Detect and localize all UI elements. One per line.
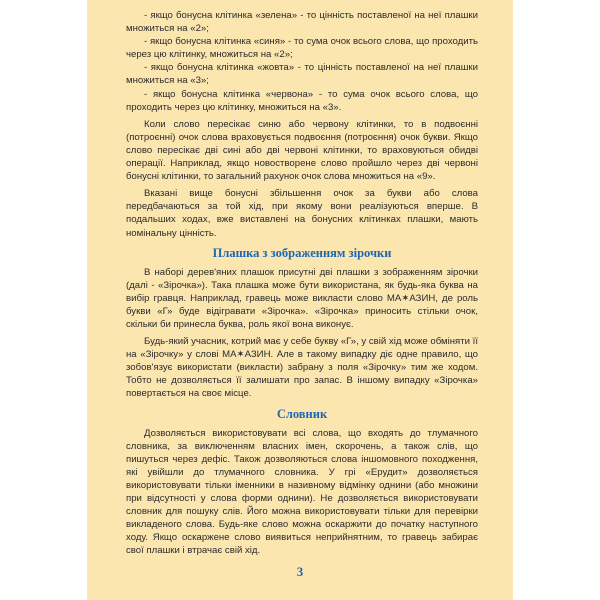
- section-heading-star: Плашка з зображенням зірочки: [212, 245, 392, 260]
- paragraph-bonus-once: Вказані вище бонусні збільшення очок за букви або слова передбачаються за той хід, при якому вони реалізуються вперше. В подальших ходах, вже виставлені на бонусних клітинках плашки, мають номінальну цінність.: [126, 188, 478, 239]
- page-number: 3: [296, 564, 304, 579]
- page-content: [126, 9, 478, 557]
- page: [87, 0, 513, 600]
- paragraph-star-2: Будь-який учасник, котрий має у себе букву «Г», у свій хід може обміняти її на «Зірочку» у слові МА✶АЗИН. Але в такому випадку діє одне правило, що зобов'язує використати (викласти) забрану з поля «Зірочку» тим же ходом. Тобто не дозволяється її залишати про запас. В іншому випадку «Зірочка» повертається на своє місце.: [126, 336, 478, 400]
- paragraph-star-1: В наборі дерев'яних плашок присутні дві плашки з зображенням зірочки (далі - «Зірочка»). Така плашка може бути використана, як будь-яка буква на вибір гравця. Наприклад, гравець може викласти слово МА✶АЗИН, де роль букви «Г» буде відігравати «Зірочка». «Зірочка» приносить стільки очок, скільки би принесла буква, роль якої вона виконує.: [126, 266, 478, 330]
- paragraph-dictionary: Дозволяється використовувати всі слова, що входять до тлумачного словника, за виключенням власних імен, скорочень, а також слів, що пишуться через дефіс. Також дозволяються слова іншомовного походження, які увійшли до тлумачного словника. У грі «Ерудит» дозволяється використовувати тільки іменники в називному відмінку однини (або множини при відсутності у слова форми однини). Не дозволяється використовувати словник для пошуку слів. Його можна використовувати тільки для перевірки викладеного слова. Будь-яке слово можна оскаржити до початку наступного ходу. Якщо оскаржене слово виявиться неприйнятним, то гравець забирає свої плашки і втрачає свій хід.: [126, 427, 478, 557]
- paragraph-multiplier: Коли слово пересікає синю або червону клітинки, то в подвоєнні (потроєнні) очок слова враховується подвоєння (потроєння) очок букви. Якщо слово пересікає дві сині або дві червоні клітинки, то враховуються обидві операції. Наприклад, якщо новостворене слово пройшло через дві червоні бонусні клітинки, то загальний рахунок очок слова множиться на «9».: [126, 118, 478, 183]
- rule-yellow: - якщо бонусна клітинка «жовта» - то цінність поставленої на неї плашки множиться на «3»;: [126, 62, 478, 87]
- rule-red: - якщо бонусна клітинка «червона» - то сума очок всього слова, що проходить через цю клітинку, множиться на «3».: [126, 88, 478, 113]
- rule-green: - якщо бонусна клітинка «зелена» - то цінність поставленої на неї плашки множиться на «2»;: [126, 10, 478, 35]
- rule-blue: - якщо бонусна клітинка «синя» - то сума очок всього слова, що проходить через цю клітинку, множиться на «2»;: [126, 36, 478, 61]
- section-heading-dictionary: Словник: [276, 406, 328, 421]
